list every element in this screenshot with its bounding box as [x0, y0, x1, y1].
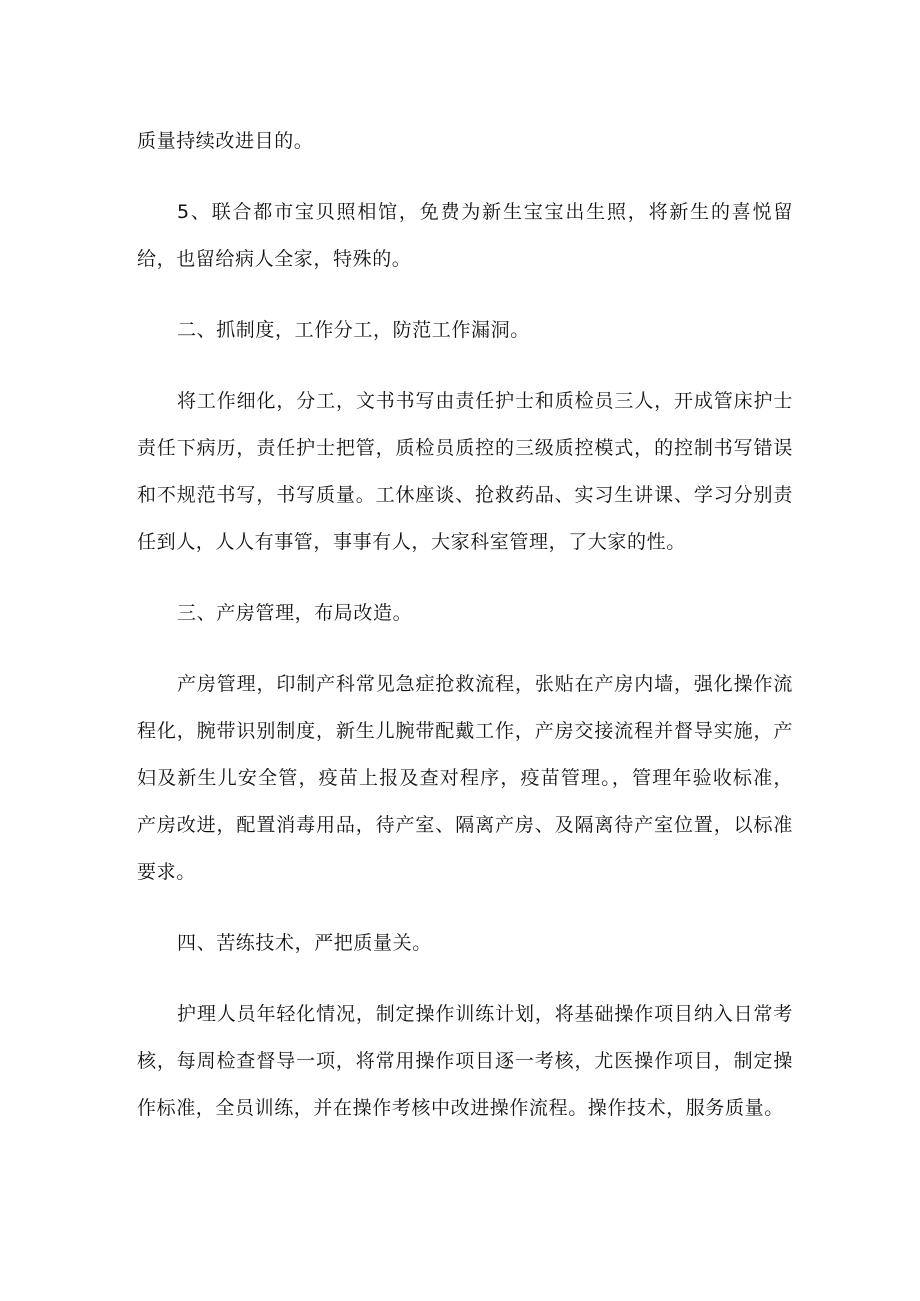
section-heading-4: 四、苦练技术，严把质量关。	[177, 932, 432, 954]
document-body	[137, 118, 793, 1156]
paragraph-section-4-body: 护理人员年轻化情况，制定操作训练计划，将基础操作项目纳入日常考核，每周检查督导一项，将常用操作项目逐一考核，尤医操作项目，制定操作标准，全员训练，并在操作考核中改进操作流程。操作技术，服务质量。	[137, 1003, 793, 1119]
paragraph-section-3-body: 产房管理，印制产科常见急症抢救流程，张贴在产房内墙，强化操作流程化，腕带识别制度，新生儿腕带配戴工作，产房交接流程并督导实施，产妇及新生儿安全管，疫苗上报及查对程序，疫苗管理。，管理年验收标准，产房改进，配置消毒用品，待产室、隔离产房、及隔离待产室位置，以标准要求。	[137, 673, 793, 883]
section-heading-2: 二、抓制度，工作分工，防范工作漏洞。	[177, 319, 530, 341]
paragraph-item-5: 5、联合都市宝贝照相馆，免费为新生宝宝出生照，将新生的喜悦留给，也留给病人全家，特殊的。	[137, 201, 793, 270]
paragraph-continuation: 质量持续改进目的。	[137, 130, 314, 152]
section-heading-3: 三、产房管理，布局改造。	[177, 602, 413, 624]
paragraph-section-2-body: 将工作细化，分工，文书书写由责任护士和质检员三人，开成管床护士责任下病历，责任护士把管，质检员质控的三级质控模式，的控制书写错误和不规范书写，书写质量。工休座谈、抢救药品、实习生讲课、学习分别责任到人，人人有事管，事事有人，大家科室管理，了大家的性。	[137, 390, 793, 553]
